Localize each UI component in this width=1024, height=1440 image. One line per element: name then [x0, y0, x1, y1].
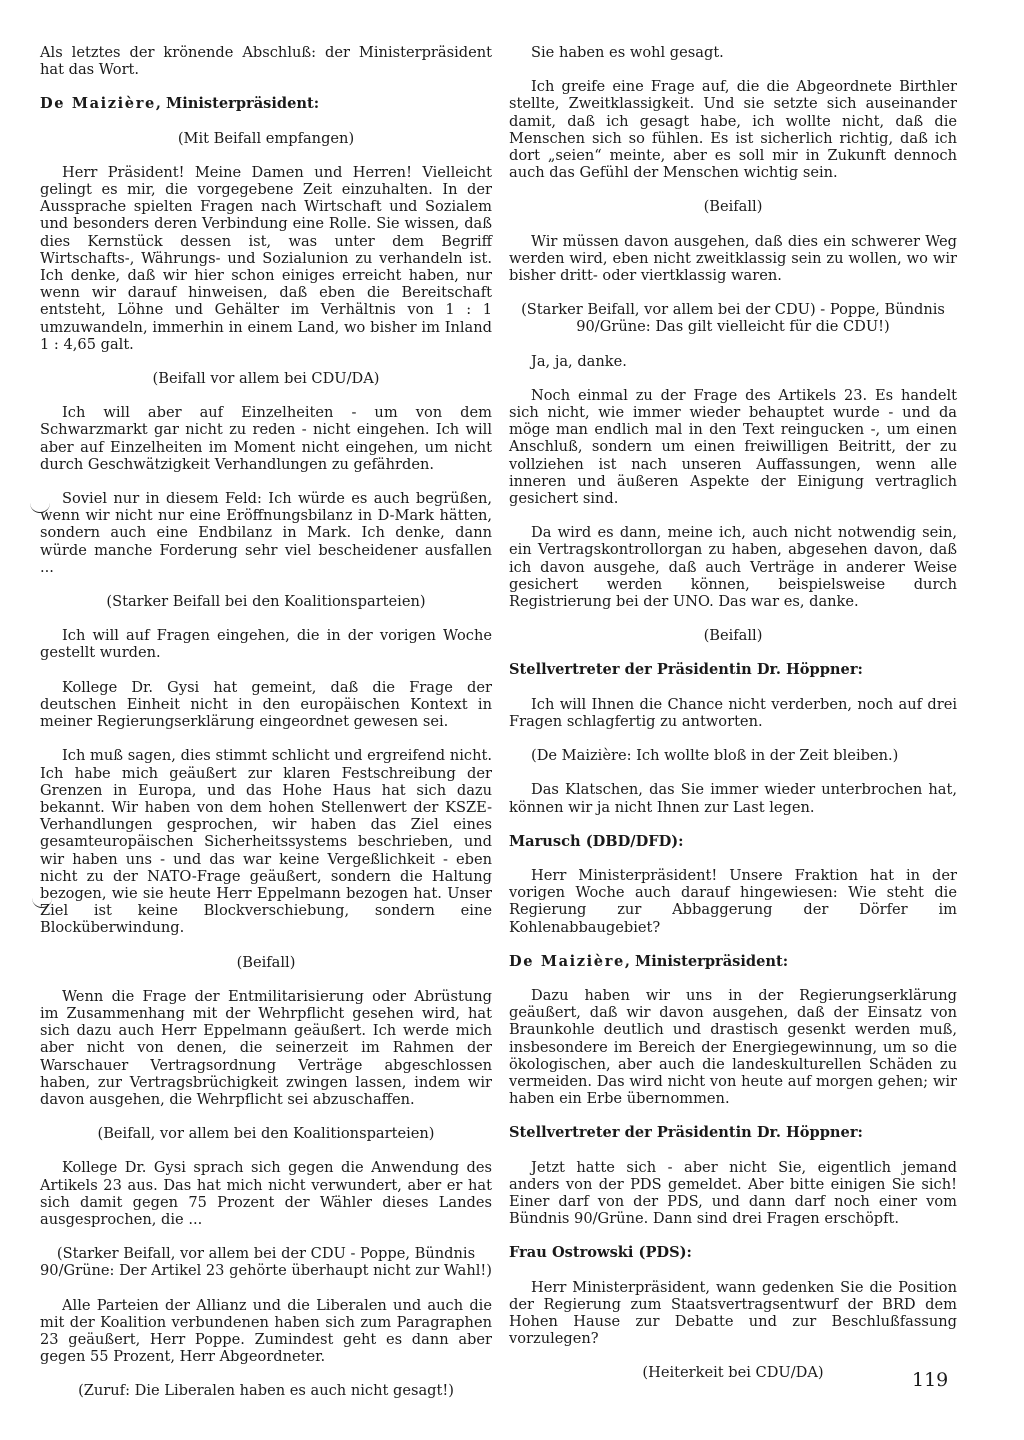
paragraph: Da wird es dann, meine ich, auch nicht notwendig sein, ein Vertragskontrollorgan zu haben, abgesehen davon, daß ich davon ausgehe, daß auch Verträge in anderer Weise gesichert werden können, beispielsweise durch Registrierung bei der UNO. Das war es, danke.	[509, 524, 957, 611]
paragraph: Ich muß sagen, dies stimmt schlicht und ergreifend nicht. Ich habe mich geäußert zur klaren Festschreibung der Grenzen in Europa, und das Hohe Haus hat sich dazu bekannt. Wir haben von dem hohen Stellenwert der KSZE-Verhandlungen gesprochen, wir haben das Ziel eines gesamteuropäischen Sicherheitssystems beschrieben, und wir haben uns - und das war keine Vergeßlichkeit - eben nicht zu der NATO-Frage geäußert, sondern die Haltung bezogen, wie sie heute Herr Eppelmann bezogen hat. Unser Ziel ist keine Blockverschiebung, sondern eine Blocküberwindung.	[40, 747, 492, 937]
reaction-note: (Beifall)	[236, 953, 296, 971]
speaker-name: De Maizière	[40, 95, 156, 113]
paragraph: Noch einmal zu der Frage des Artikels 23. Es handelt sich nicht, wie immer wieder behauptet wurde - und da möge man endlich mal in den Text reingucken -, um einen Anschluß, sondern um einen freiwilligen Beitritt, der zu vollziehen ist nach unseren Auffassungen, wenn alle inneren und äußeren Aspekte der Einigung vertraglich gesichert sind.	[509, 386, 957, 508]
reaction-note: (Mit Beifall empfangen)	[177, 129, 355, 147]
paragraph: Soviel nur in diesem Feld: Ich würde es auch begrüßen, wenn wir nicht nur eine Eröffnungsbilanz in D-Mark hätten, sondern auch eine Endbilanz in Mark. Ich denke, dann würde manche Forderung sehr viel bescheidener ausfallen ...	[40, 490, 492, 576]
page-number: 119	[912, 1369, 949, 1391]
paragraph: Wenn die Frage der Entmilitarisierung oder Abrüstung im Zusammenhang mit der Wehrpflicht gesehen wird, hat sich dazu auch Herr Eppelmann geäußert. Ich werde mich aber nicht von denen, die seinerzeit im Rahmen der Warschauer Vertragsordnung Verträge abgeschlossen haben, zur Vertragsbrüchigkeit zwingen lassen, indem wir davon ausgehen, die Wehrpflicht sei abzuschaffen.	[40, 987, 492, 1108]
paragraph: Kollege Dr. Gysi hat gemeint, daß die Frage der deutschen Einheit nicht in den europäischen Kontext in meiner Regierungserklärung eingeordnet gewesen sei.	[40, 678, 492, 731]
speaker-role: Stellvertreter der Präsidentin Dr. Höppner:	[509, 1124, 863, 1142]
speaker-role: , Ministerpräsident:	[624, 952, 789, 970]
paragraph: Herr Ministerpräsident! Unsere Fraktion hat in der vorigen Woche auch darauf hingewiesen: Wie steht die Regierung zur Abbaggerung der Dörfer im Kohlenabbaugebiet?	[509, 866, 957, 936]
paragraph: Kollege Dr. Gysi sprach sich gegen die Anwendung des Artikels 23 aus. Das hat mich nicht verwundert, aber er hat sich damit gegen 75 Prozent der Wähler dieses Landes ausgesprochen, die ...	[40, 1159, 492, 1228]
speaker-heading	[40, 95, 492, 112]
left-column	[40, 44, 492, 1417]
reaction-note: (Beifall)	[703, 627, 763, 645]
speaker-role: Stellvertreter der Präsidentin Dr. Höppner:	[509, 661, 863, 679]
paragraph: Herr Präsident! Meine Damen und Herren! Vielleicht gelingt es mir, die vorgegebene Zeit einzuhalten. In der Aussprache spielten Fragen nach Wirtschaft und Sozialem und besonders deren Verbindung eine Rolle. Sie wissen, daß dies Kernstück dessen ist, was unter dem Begriff Wirtschafts-, Währungs- und Sozialunion zu verhandeln ist. Ich denke, daß wir hier schon einiges erreicht haben, nur wenn wir darauf hinweisen, daß eben die Bereitschaft entsteht, Löhne und Gehälter im Verhältnis von 1 : 1 umzuwandeln, immerhin in einem Land, wo bisher im Inland 1 : 4,65 galt.	[40, 163, 492, 353]
speaker-heading	[509, 661, 957, 678]
right-column	[509, 44, 957, 1399]
paragraph: Alle Parteien der Allianz und die Liberalen und auch die mit der Koalition verbundenen haben sich zum Paragraphen 23 geäußert, Herr Poppe. Zumindest geht es dann aber gegen 55 Prozent, Herr Abgeordneter.	[40, 1296, 492, 1366]
paragraph: Als letztes der krönende Abschluß: der Ministerpräsident hat das Wort.	[40, 44, 492, 79]
reaction-note: (Beifall vor allem bei CDU/DA)	[152, 370, 380, 388]
paragraph: Wir müssen davon ausgehen, daß dies ein schwerer Weg werden wird, eben nicht zweitklassig sein zu wollen, wo wir bisher dritt- oder viertklassig waren.	[509, 232, 957, 285]
paragraph: Das Klatschen, das Sie immer wieder unterbrochen hat, können wir ja nicht Ihnen zur Last legen.	[509, 781, 957, 816]
speaker-heading	[509, 953, 957, 970]
speaker-name: De Maizière	[509, 952, 625, 970]
paragraph: Ich will aber auf Einzelheiten - um von dem Schwarzmarkt gar nicht zu reden - nicht eingehen. Ich will aber auf Einzelheiten im Moment nicht eingehen, um nicht durch Geschwätzigkeit Verhandlungen zu gefährden.	[40, 404, 492, 473]
speaker-heading	[509, 1124, 957, 1141]
speaker-heading	[509, 833, 957, 850]
paragraph: Ich greife eine Frage auf, die die Abgeordnete Birthler stellte, Zweitklassigkeit. Und sie setzte sich auseinander damit, daß ich gesagt habe, ich wollte nicht, daß die Menschen sich so fühlen. Es ist sicherlich richtig, daß ich dort „seien“ meinte, aber es soll mir in Zukunft dennoch auch das Gefühl der Menschen wichtig sein.	[509, 78, 957, 182]
paragraph: Sie haben es wohl gesagt.	[531, 44, 724, 61]
speaker-role: , Ministerpräsident:	[155, 95, 320, 113]
reaction-note: (Starker Beifall bei den Koalitionsparteien)	[106, 593, 426, 611]
speaker-role: Frau Ostrowski (PDS):	[509, 1244, 692, 1262]
reaction-note: (Starker Beifall, vor allem bei der CDU - Poppe, Bündnis 90/Grüne: Der Artikel 23 gehörte überhaupt nicht zur Wahl!)	[40, 1245, 492, 1280]
paragraph: Ich will auf Fragen eingehen, die in der vorigen Woche gestellt wurden.	[40, 627, 492, 662]
speaker-heading	[509, 1244, 957, 1261]
reaction-note: (Beifall)	[703, 198, 763, 216]
reaction-note: (Beifall, vor allem bei den Koalitionsparteien)	[97, 1125, 435, 1143]
reaction-note: (Starker Beifall, vor allem bei der CDU) - Poppe, Bündnis 90/Grüne: Das gilt vielleicht für die CDU!)	[521, 301, 945, 336]
paragraph: Ich will Ihnen die Chance nicht verderben, noch auf drei Fragen schlagfertig zu antworten.	[509, 695, 957, 730]
paragraph: Jetzt hatte sich - aber nicht Sie, eigentlich jemand anders von der PDS gemeldet. Aber bitte einigen Sie sich! Einer darf von der PDS, und dann darf noch einer vom Bündnis 90/Grüne. Dann sind drei Fragen erschöpft.	[509, 1158, 957, 1228]
reaction-note: (Zuruf: Die Liberalen haben es auch nicht gesagt!)	[78, 1382, 454, 1400]
speaker-role: Marusch (DBD/DFD):	[509, 832, 684, 850]
paragraph: Dazu haben wir uns in der Regierungserklärung geäußert, daß wir davon ausgehen, daß der Einsatz von Braunkohle deutlich und drastisch gesenkt werden muß, insbesondere im Bereich der Energiegewinnung, um so die ökologischen, aber auch die landeskulturellen Schäden zu vermeiden. Das wird nicht von heute auf morgen gehen; wir haben ein Erbe übernommen.	[509, 986, 957, 1108]
paragraph: Herr Ministerpräsident, wann gedenken Sie die Position der Regierung zum Staatsvertragsentwurf der BRD dem Hohen Hause zur Debatte und zur Beschlußfassung vorzulegen?	[509, 1278, 957, 1348]
paragraph: Ja, ja, danke.	[531, 352, 627, 370]
paragraph: (De Maizière: Ich wollte bloß in der Zeit bleiben.)	[531, 747, 899, 765]
reaction-note: (Heiterkeit bei CDU/DA)	[642, 1364, 824, 1382]
